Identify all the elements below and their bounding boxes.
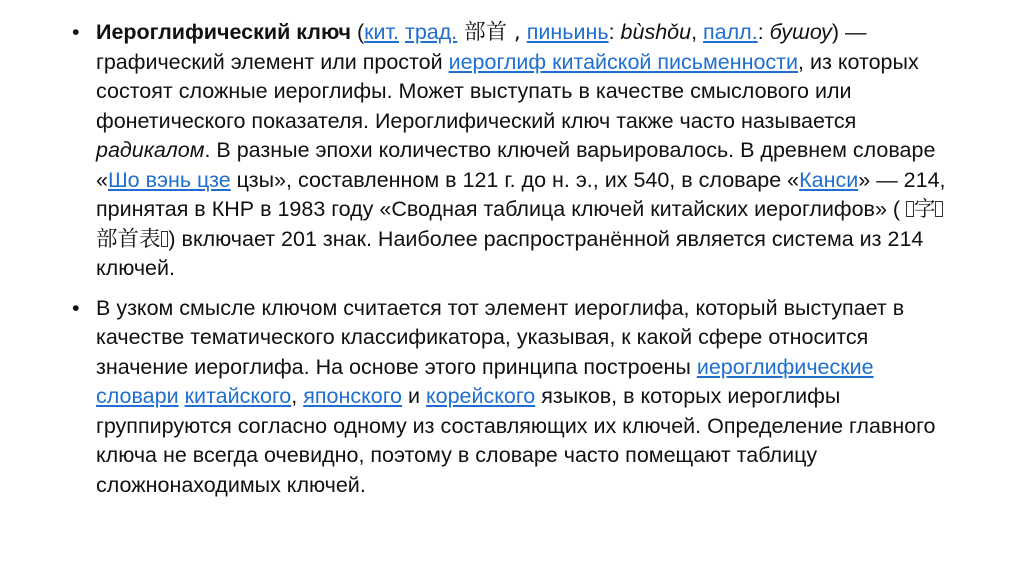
cjk-table-name: 部首表 <box>96 226 161 252</box>
text-segment: » — 214, принятая в КНР в 1983 году «Сводная таблица ключей китайских иероглифов» ( <box>96 167 946 221</box>
text-segment: В узком смысле ключом считается тот элемент иероглифа, который выступает в качестве тематического классификатора, указывая, к какой сфере относится значение иероглифа. На основе этого принципа построены <box>96 295 905 379</box>
link-pinyin[interactable]: пиньинь <box>526 20 609 44</box>
link-trad[interactable]: трад. <box>404 20 458 44</box>
link-kit[interactable]: кит. <box>364 20 399 44</box>
bullet-item-narrow-sense <box>72 294 952 501</box>
pinyin-text: bùshǒu <box>620 20 692 44</box>
link-kangxi[interactable]: Канси <box>799 167 859 192</box>
palladius-text: бушоу <box>769 20 832 44</box>
text-segment: ) — графический элемент или простой <box>96 20 867 74</box>
link-ideogram[interactable]: иероглиф китайской письменности <box>448 49 799 74</box>
link-shuowen[interactable]: Шо вэнь цзе <box>107 167 231 192</box>
text-segment: ( <box>351 20 365 44</box>
link-dictionaries[interactable]: иероглифические словари <box>96 354 874 408</box>
missing-glyph-box <box>935 201 943 217</box>
bullet-item-definition <box>72 18 952 284</box>
text-segment: цзы», составленном в 121 г. до н. э., их 540, в словаре « <box>230 167 800 192</box>
link-japanese[interactable]: японского <box>303 384 403 408</box>
bullet-list <box>72 18 952 500</box>
term-title: Иероглифический ключ <box>96 20 351 44</box>
bullet-dot: • <box>72 295 80 320</box>
text-segment: и <box>402 384 426 408</box>
text-segment: . В разные эпохи количество ключей варьировалось. В древнем словаре « <box>96 138 936 192</box>
link-korean[interactable]: корейского <box>426 384 536 408</box>
bullet-dot: • <box>72 20 80 44</box>
link-palladius[interactable]: палл. <box>703 20 758 44</box>
text-segment: : <box>757 20 770 44</box>
text-segment: ) включает 201 знак. Наиболее распространённой является система из 214 ключей. <box>96 226 924 280</box>
text-segment: языков, в которых иероглифы группируются согласно одному из составляющих их ключей. Определение главного ключа не всегда очевидно, поэтому в словаре часто помещают таблицу сложнонаходимых ключей. <box>96 384 936 497</box>
hanzi-traditional: 部首 , <box>457 20 521 45</box>
text-segment: , <box>691 20 704 44</box>
text-segment: , из которых состоят сложные иероглифы. Может выступать в качестве смыслового или фонетического показателя. Иероглифический ключ также часто называется <box>96 49 919 133</box>
text-segment: , <box>291 384 304 408</box>
cjk-table-char: 字 <box>913 197 936 222</box>
missing-glyph-box <box>906 201 914 217</box>
text-segment: : <box>608 20 621 44</box>
radical-term: радикалом <box>96 138 205 162</box>
link-chinese[interactable]: китайского <box>184 384 292 408</box>
